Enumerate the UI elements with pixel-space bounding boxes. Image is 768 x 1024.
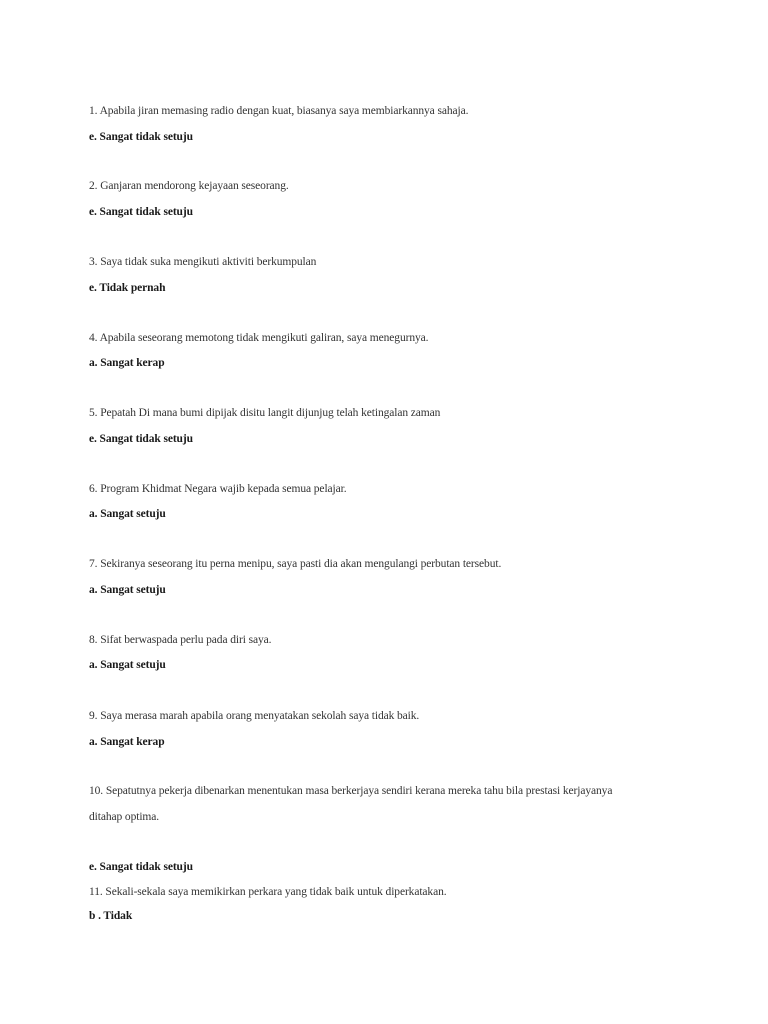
question-10: 10. Sepatutnya pekerja dibenarkan menentukan masa berkerjaya sendiri kerana mereka tahu bila prestasi kerjayanya — [89, 785, 613, 797]
answer-6: a. Sangat setuju — [89, 508, 166, 520]
question-7: 7. Sekiranya seseorang itu perna menipu, saya pasti dia akan mengulangi perbutan tersebut. — [89, 558, 502, 570]
question-5: 5. Pepatah Di mana bumi dipijak disitu langit dijunjug telah ketingalan zaman — [89, 407, 441, 419]
answer-1: e. Sangat tidak setuju — [89, 131, 193, 143]
answer-7: a. Sangat setuju — [89, 584, 166, 596]
answer-9: a. Sangat kerap — [89, 736, 165, 748]
answer-8: a. Sangat setuju — [89, 659, 166, 671]
question-9: 9. Saya merasa marah apabila orang menyatakan sekolah saya tidak baik. — [89, 710, 420, 722]
question-1: 1. Apabila jiran memasing radio dengan kuat, biasanya saya membiarkannya sahaja. — [89, 105, 469, 117]
question-4: 4. Apabila seseorang memotong tidak mengikuti galiran, saya menegurnya. — [89, 332, 429, 344]
question-11: 11. Sekali-sekala saya memikirkan perkara yang tidak baik untuk diperkatakan. — [89, 886, 447, 898]
question-8: 8. Sifat berwaspada perlu pada diri saya. — [89, 634, 272, 646]
question-6: 6. Program Khidmat Negara wajib kepada semua pelajar. — [89, 483, 347, 495]
answer-10: e. Sangat tidak setuju — [89, 861, 193, 873]
question-10-continued: ditahap optima. — [89, 811, 160, 823]
answer-3: e. Tidak pernah — [89, 282, 166, 294]
question-3: 3. Saya tidak suka mengikuti aktiviti berkumpulan — [89, 256, 317, 268]
answer-11: b . Tidak — [89, 910, 133, 922]
answer-5: e. Sangat tidak setuju — [89, 433, 193, 445]
answer-2: e. Sangat tidak setuju — [89, 206, 193, 218]
question-2: 2. Ganjaran mendorong kejayaan seseorang. — [89, 180, 289, 192]
answer-4: a. Sangat kerap — [89, 357, 165, 369]
